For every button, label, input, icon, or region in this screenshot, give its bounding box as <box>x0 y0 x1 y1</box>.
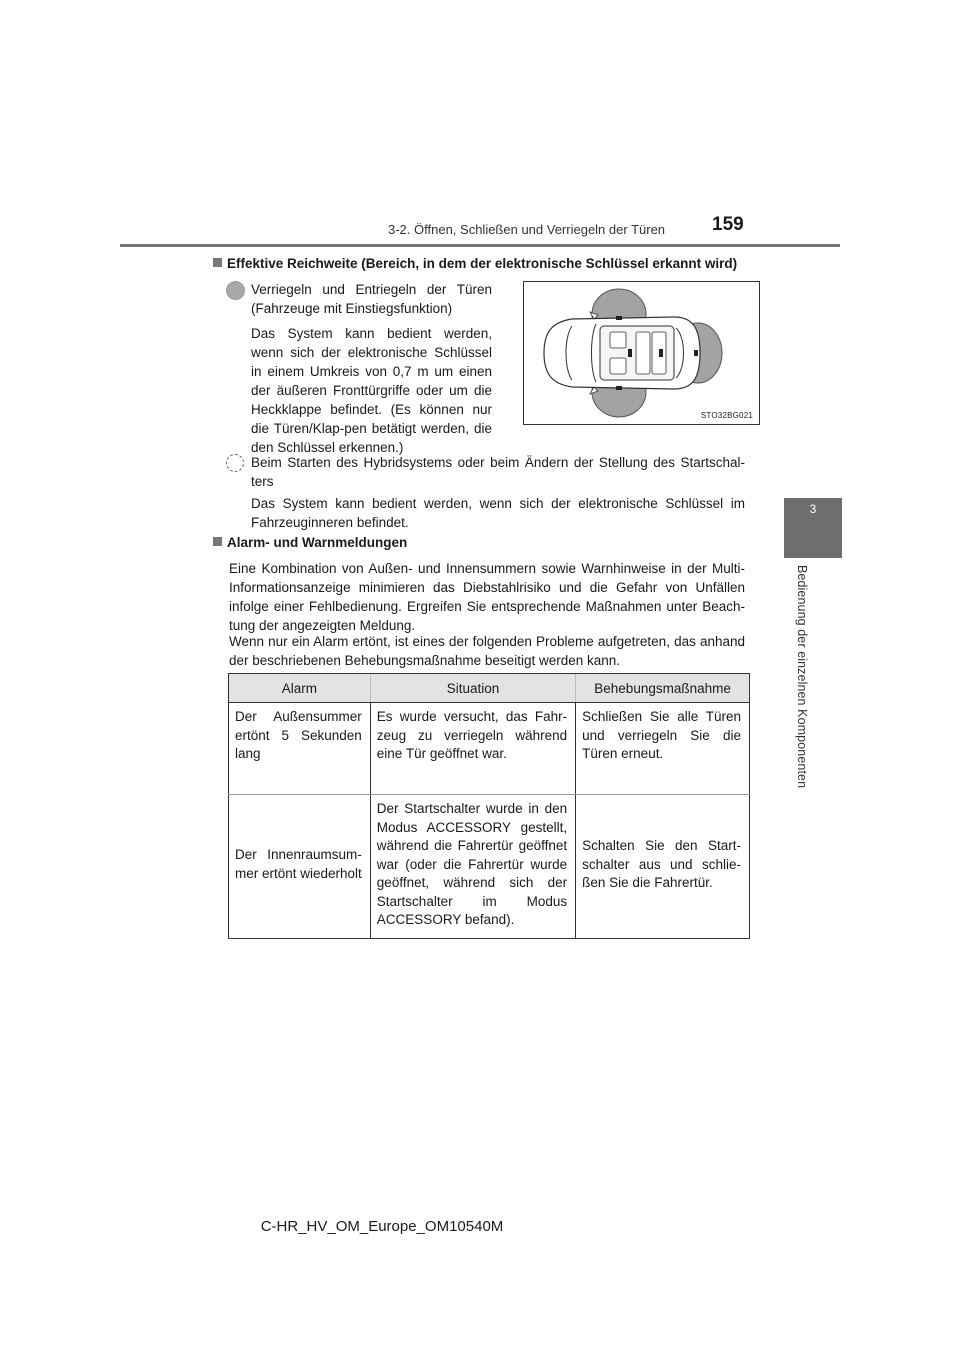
section-heading-text: Effektive Reichweite (Bereich, in dem der elektronische Schlüssel erkannt wird) <box>227 256 738 271</box>
column-header-situation: Situation <box>370 674 575 703</box>
header-divider <box>120 244 840 247</box>
filled-circle-marker-icon <box>226 281 245 300</box>
dashed-circle-marker-icon <box>226 454 244 472</box>
alarm-intro-paragraph: Eine Kombination von Außen- und Innensummern sowie Warnhinweise in der Multi-Informationsanzeige minimieren das Diebstahlrisiko und die Gefahr von Unfällen infolge einer Fehlbedienung. Ergreifen Sie entsprechende Maßnahmen unter Beach-tung der angezeigten Meldung. <box>229 561 745 633</box>
table-header-row <box>229 674 750 703</box>
table-cell-alarm: Der Innenraumsum-mer ertönt wiederholt <box>229 795 371 939</box>
page-number: 159 <box>712 214 744 235</box>
item1-title: Verriegeln und Entriegeln der Türen (Fahrzeuge mit Einstiegsfunktion) <box>251 282 492 316</box>
item2-title: Beim Starten des Hybridsystems oder beim Ändern der Stellung des Startschal-ters <box>251 455 745 489</box>
chapter-tab-number: 3 <box>809 502 817 516</box>
table-row <box>229 795 750 939</box>
document-footer <box>0 1218 960 1235</box>
alarm-table <box>228 673 750 939</box>
section-heading-range <box>213 256 737 271</box>
square-bullet-icon <box>213 537 222 546</box>
alarm-explanation-paragraph: Wenn nur ein Alarm ertönt, ist eines der folgenden Probleme aufgetreten, das anhand der beschriebenen Behebungsmaßnahme beseitigt werden kann. <box>229 634 745 668</box>
key-range-figure <box>523 281 760 425</box>
column-header-alarm: Alarm <box>229 674 371 703</box>
chapter-tab <box>784 498 842 558</box>
table-cell-alarm: Der Außensummer ertönt 5 Sekunden lang <box>229 703 371 795</box>
square-bullet-icon <box>213 258 222 267</box>
column-header-remedy: Behebungsmaßnahme <box>576 674 750 703</box>
table-cell-situation: Der Startschalter wurde in den Modus ACCESSORY gestellt, während die Fahrertür geöffnet war (oder die Fahrertür wurde geöffnet, während sich der Startschalter im Modus ACCESSORY befand). <box>370 795 575 939</box>
item2-text: Das System kann bedient werden, wenn sich der elektronische Schlüssel im Fahrzeuginneren befindet. <box>251 496 745 530</box>
chapter-title: 3-2. Öffnen, Schließen und Verriegeln der Türen <box>388 222 666 237</box>
section-heading-text: Alarm- und Warnmeldungen <box>227 535 408 550</box>
table-cell-remedy: Schalten Sie den Start-schalter aus und schlie-ßen Sie die Fahrertür. <box>576 795 750 939</box>
section-heading-alarm <box>213 535 407 550</box>
table-cell-remedy: Schließen Sie alle Türen und verriegeln Sie die Türen erneut. <box>576 703 750 795</box>
chapter-tab-label: Bedienung der einzelnen Komponenten <box>795 565 809 789</box>
item1-text: Das System kann bedient werden, wenn sich der elektronische Schlüssel in einem Umkreis von 0,7 m um einen der äußeren Fronttürgriffe oder um die Heckklappe befindet. (Es können nur die Türen/Klap-pen betätigt werden, die den Schlüssel erkennen.) <box>251 326 492 455</box>
document-code: C-HR_HV_OM_Europe_OM10540M <box>260 1218 504 1235</box>
table-row <box>229 703 750 795</box>
car-detection-range-illustration <box>524 282 759 424</box>
table-cell-situation: Es wurde versucht, das Fahr-zeug zu verriegeln während eine Tür geöffnet war. <box>370 703 575 795</box>
figure-code: STO32BG021 <box>700 411 753 420</box>
